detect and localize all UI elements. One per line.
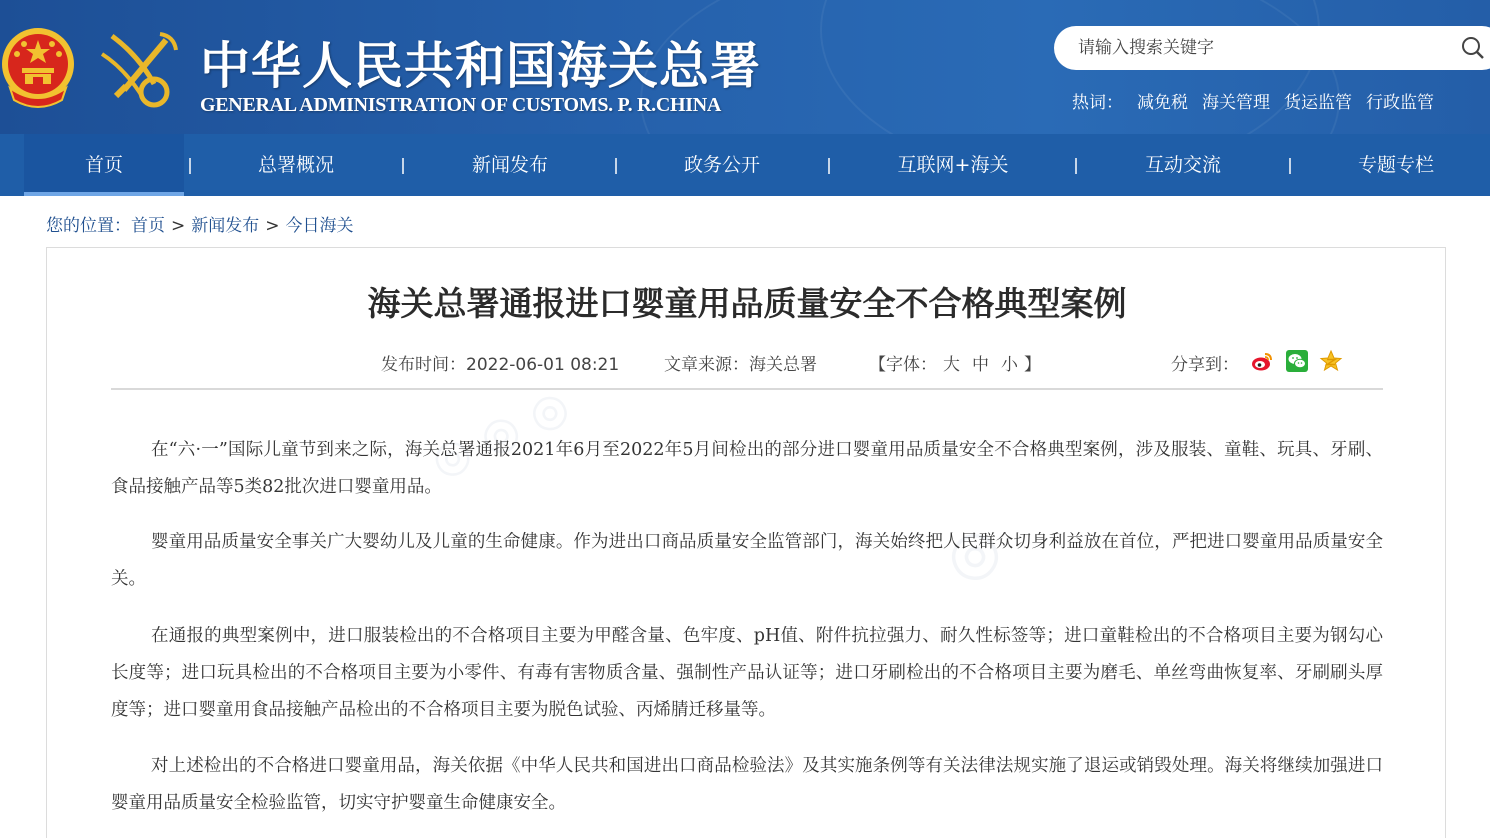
site-title-cn: 中华人民共和国海关总署	[200, 36, 761, 95]
article-paragraph: 婴童用品质量安全事关广大婴幼儿及儿童的生命健康。作为进出口商品质量安全监管部门，海关始终把人民群众切身利益放在首位，严把进口婴童用品质量安全关。	[111, 532, 1383, 589]
nav-item-news[interactable]: 新闻发布	[471, 154, 548, 176]
breadcrumb-separator: >	[265, 216, 280, 236]
search-input[interactable]	[1078, 26, 1448, 70]
nav-item-government-affairs[interactable]: 政务公开	[683, 154, 760, 176]
nav-divider	[1075, 158, 1077, 174]
search-icon[interactable]	[1460, 35, 1486, 61]
publish-value: 2022-06-01 08:21	[466, 355, 620, 375]
hotword-link[interactable]: 减免税	[1137, 93, 1188, 113]
nav-item-overview[interactable]: 总署概况	[257, 154, 334, 176]
breadcrumb-news[interactable]: 新闻发布	[191, 216, 260, 236]
breadcrumb-label: 您的位置：	[46, 216, 131, 236]
font-size-control	[869, 350, 1041, 375]
nav-divider	[402, 158, 404, 174]
nav-item-home[interactable]: 首页	[24, 134, 184, 196]
article-source	[664, 350, 817, 375]
hotwords-label: 热词：	[1072, 93, 1123, 113]
font-size-label: 【字体：	[869, 355, 937, 375]
breadcrumb	[46, 211, 354, 236]
breadcrumb-today-customs[interactable]: 今日海关	[285, 216, 354, 236]
site-header	[0, 0, 1490, 134]
meta-divider	[111, 388, 1383, 390]
nav-divider	[615, 158, 617, 174]
hotword-link[interactable]: 货运监管	[1284, 93, 1352, 113]
customs-logo-icon[interactable]	[94, 26, 184, 116]
search-box	[1054, 26, 1490, 70]
article-paragraph: 对上述检出的不合格进口婴童用品，海关依据《中华人民共和国进出口商品检验法》及其实施条例等有关法律法规实施了退运或销毁处理。海关将继续加强进口婴童用品质量安全检验监管，切实守护婴童生命健康安全。	[111, 756, 1383, 813]
font-size-small-button[interactable]: 小	[1001, 355, 1018, 375]
font-size-medium-button[interactable]: 中	[972, 355, 989, 375]
breadcrumb-home[interactable]: 首页	[131, 216, 165, 236]
hotword-link[interactable]: 海关管理	[1202, 93, 1270, 113]
main-nav	[0, 134, 1490, 196]
watermark: ◎ ◎ ◎	[423, 379, 577, 488]
article-paragraph: 在“六·一”国际儿童节到来之际，海关总署通报2021年6月至2022年5月间检出的部分进口婴童用品质量安全不合格典型案例，涉及服装、童鞋、玩具、牙刷、食品接触产品等5类82批次进口婴童用品。	[111, 440, 1383, 497]
wechat-icon[interactable]	[1285, 349, 1309, 373]
breadcrumb-separator: >	[171, 216, 186, 236]
nav-item-internet-customs[interactable]: 互联网+海关	[897, 154, 1009, 176]
publish-label: 发布时间：	[381, 355, 466, 375]
nav-divider	[828, 158, 830, 174]
article-paragraph: 在通报的典型案例中，进口服装检出的不合格项目主要为甲醛含量、色牢度、pH值、附件抗拉强力、耐久性标签等；进口童鞋检出的不合格项目主要为钢勾心长度等；进口玩具检出的不合格项目主要为小零件、有毒有害物质含量、强制性产品认证等；进口牙刷检出的不合格项目主要为磨毛、单丝弯曲恢复率、牙刷刷头厚度等；进口婴童用食品接触产品检出的不合格项目主要为脱色试验、丙烯腈迁移量等。	[111, 626, 1383, 720]
font-size-large-button[interactable]: 大	[943, 355, 960, 375]
watermark: ◎	[934, 510, 1012, 596]
national-emblem-icon[interactable]	[0, 22, 80, 112]
nav-item-special-topics[interactable]: 专题专栏	[1357, 154, 1434, 176]
qzone-icon[interactable]	[1319, 349, 1343, 373]
article-title: 海关总署通报进口婴童用品质量安全不合格典型案例	[367, 284, 1127, 323]
nav-item-interaction[interactable]: 互动交流	[1144, 154, 1221, 176]
source-label: 文章来源：	[664, 355, 749, 375]
hotwords	[1072, 88, 1434, 113]
hotword-link[interactable]: 行政监管	[1366, 93, 1434, 113]
publish-time	[381, 350, 619, 375]
share-label: 分享到：	[1171, 355, 1239, 375]
weibo-icon[interactable]	[1250, 349, 1274, 373]
site-title-en: GENERAL ADMINISTRATION OF CUSTOMS. P. R.CHINA	[200, 94, 722, 116]
font-size-close: 】	[1024, 355, 1041, 375]
nav-divider	[189, 158, 191, 174]
source-value: 海关总署	[749, 355, 817, 375]
nav-divider	[1289, 158, 1291, 174]
article-panel	[46, 247, 1446, 838]
